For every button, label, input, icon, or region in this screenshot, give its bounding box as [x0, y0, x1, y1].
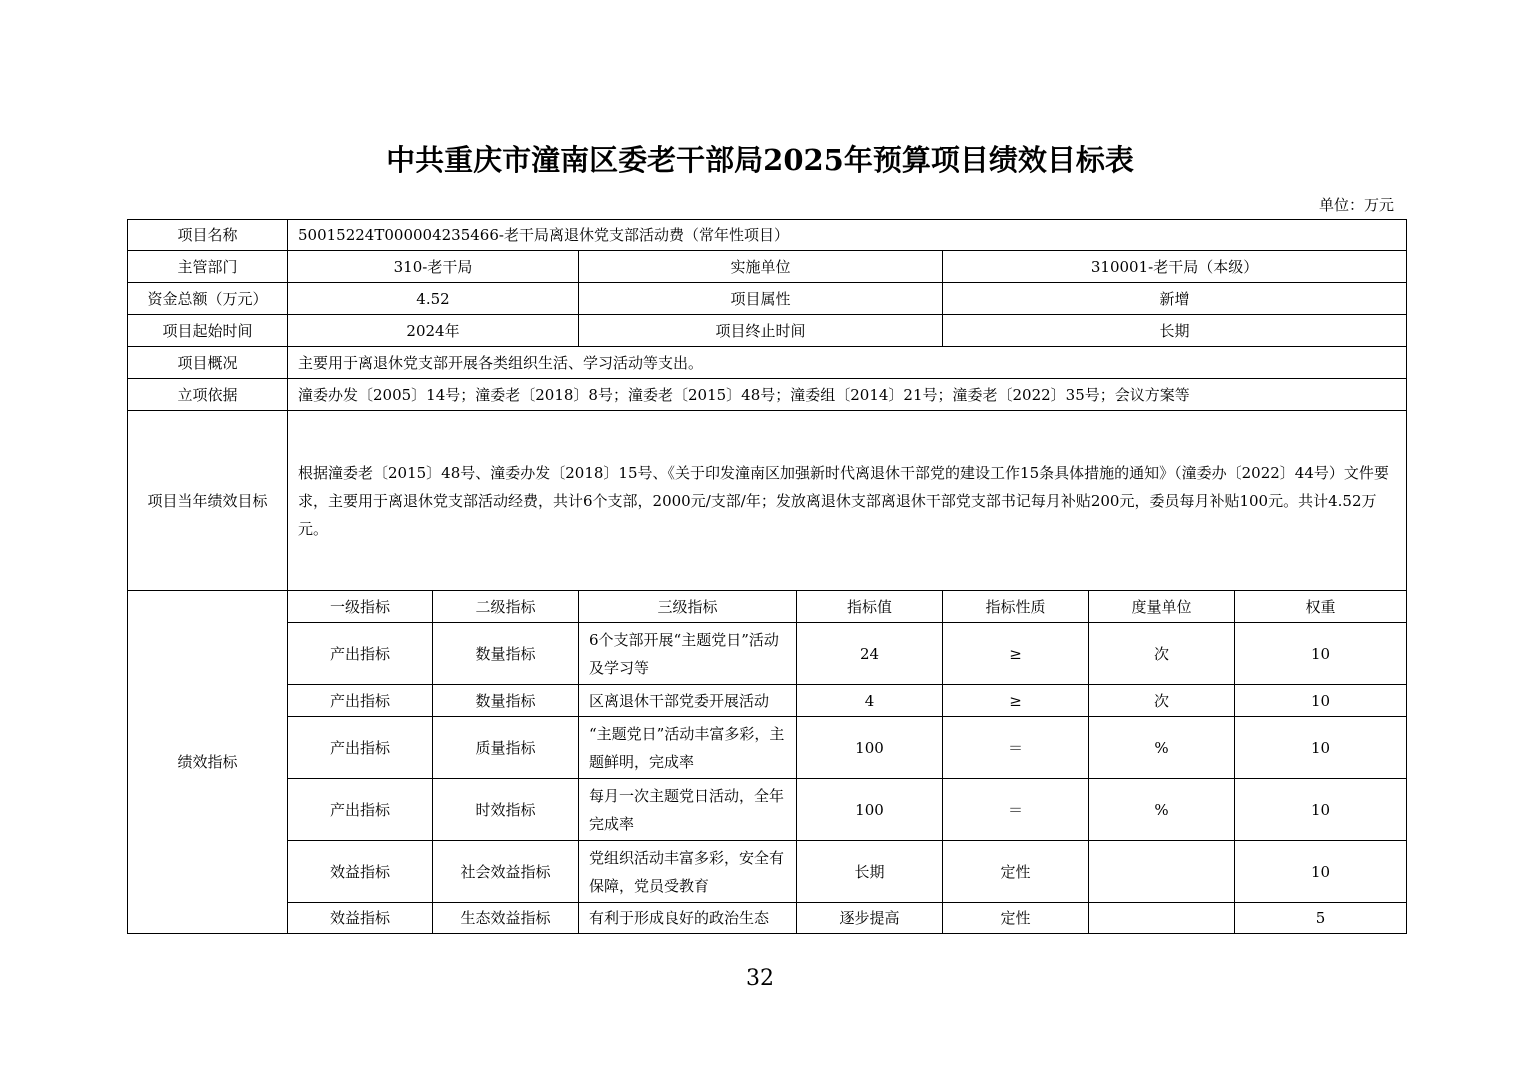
level1-cell: 产出指标	[288, 779, 433, 841]
indicator-header-row	[128, 591, 1407, 623]
end-value: 长期	[943, 315, 1407, 347]
weight-cell: 10	[1235, 623, 1407, 685]
unit-cell: %	[1089, 779, 1235, 841]
header-level2: 二级指标	[433, 591, 579, 623]
weight-cell: 10	[1235, 685, 1407, 717]
level2-cell: 数量指标	[433, 685, 579, 717]
row-goal	[128, 411, 1407, 591]
overview-value: 主要用于离退休党支部开展各类组织生活、学习活动等支出。	[288, 347, 1407, 379]
page-title: 中共重庆市潼南区委老干部局2025年预算项目绩效目标表	[386, 143, 1134, 177]
row-time	[128, 315, 1407, 347]
level3-cell: 6个支部开展“主题党日”活动及学习等	[579, 623, 797, 685]
level1-cell: 产出指标	[288, 623, 433, 685]
attr-value: 新增	[943, 283, 1407, 315]
overview-label: 项目概况	[128, 347, 288, 379]
header-weight: 权重	[1235, 591, 1407, 623]
level1-cell: 产出指标	[288, 685, 433, 717]
level2-cell: 时效指标	[433, 779, 579, 841]
impl-label: 实施单位	[579, 251, 943, 283]
value-cell: 24	[797, 623, 943, 685]
project-name-label: 项目名称	[128, 220, 288, 251]
table-row	[128, 779, 1407, 841]
table-row	[128, 841, 1407, 903]
basis-value: 潼委办发〔2005〕14号；潼委老〔2018〕8号；潼委老〔2015〕48号；潼委组〔2014〕21号；潼委老〔2022〕35号；会议方案等	[288, 379, 1407, 411]
unit-cell: %	[1089, 717, 1235, 779]
header-level1: 一级指标	[288, 591, 433, 623]
nature-cell: ≥	[943, 685, 1089, 717]
level2-cell: 数量指标	[433, 623, 579, 685]
header-nature: 指标性质	[943, 591, 1089, 623]
dept-label: 主管部门	[128, 251, 288, 283]
header-value: 指标值	[797, 591, 943, 623]
level3-cell: 有利于形成良好的政治生态	[579, 903, 797, 934]
level3-cell: “主题党日”活动丰富多彩，主题鲜明，完成率	[579, 717, 797, 779]
end-label: 项目终止时间	[579, 315, 943, 347]
level1-cell: 效益指标	[288, 841, 433, 903]
unit-cell	[1089, 903, 1235, 934]
goal-value: 根据潼委老〔2015〕48号、潼委办发〔2018〕15号、《关于印发潼南区加强新时代离退休干部党的建设工作15条具体措施的通知》（潼委办〔2022〕44号）文件要求，主要用于离退休党支部活动经费，共计6个支部，2000元/支部/年；发放离退休支部离退休干部党支部书记每月补贴200元，委员每月补贴100元。共计4.52万元。	[288, 411, 1407, 591]
value-cell: 100	[797, 779, 943, 841]
header-level3: 三级指标	[579, 591, 797, 623]
attr-label: 项目属性	[579, 283, 943, 315]
fund-label: 资金总额（万元）	[128, 283, 288, 315]
weight-cell: 10	[1235, 841, 1407, 903]
level3-cell: 党组织活动丰富多彩，安全有保障，党员受教育	[579, 841, 797, 903]
table-row	[128, 623, 1407, 685]
dept-value: 310-老干局	[288, 251, 579, 283]
table-row	[128, 685, 1407, 717]
level1-cell: 效益指标	[288, 903, 433, 934]
value-cell: 100	[797, 717, 943, 779]
unit-cell	[1089, 841, 1235, 903]
unit-cell: 次	[1089, 623, 1235, 685]
nature-cell: ＝	[943, 717, 1089, 779]
header-unit: 度量单位	[1089, 591, 1235, 623]
row-fund	[128, 283, 1407, 315]
weight-cell: 10	[1235, 779, 1407, 841]
indicators-section-label: 绩效指标	[128, 591, 288, 934]
row-project-name	[128, 220, 1407, 251]
unit-cell: 次	[1089, 685, 1235, 717]
fund-value: 4.52	[288, 283, 579, 315]
unit-label: 单位：万元	[1318, 196, 1394, 214]
project-name-value: 50015224T000004235466-老干局离退休党支部活动费（常年性项目）	[288, 220, 1407, 251]
nature-cell: ＝	[943, 779, 1089, 841]
row-basis	[128, 379, 1407, 411]
nature-cell: ≥	[943, 623, 1089, 685]
row-overview	[128, 347, 1407, 379]
value-cell: 4	[797, 685, 943, 717]
weight-cell: 5	[1235, 903, 1407, 934]
level3-cell: 区离退休干部党委开展活动	[579, 685, 797, 717]
level2-cell: 社会效益指标	[433, 841, 579, 903]
value-cell: 长期	[797, 841, 943, 903]
basis-label: 立项依据	[128, 379, 288, 411]
level2-cell: 质量指标	[433, 717, 579, 779]
weight-cell: 10	[1235, 717, 1407, 779]
value-cell: 逐步提高	[797, 903, 943, 934]
nature-cell: 定性	[943, 903, 1089, 934]
table-row	[128, 717, 1407, 779]
level2-cell: 生态效益指标	[433, 903, 579, 934]
nature-cell: 定性	[943, 841, 1089, 903]
row-department	[128, 251, 1407, 283]
start-label: 项目起始时间	[128, 315, 288, 347]
level1-cell: 产出指标	[288, 717, 433, 779]
goal-label: 项目当年绩效目标	[128, 411, 288, 591]
start-value: 2024年	[288, 315, 579, 347]
impl-value: 310001-老干局（本级）	[943, 251, 1407, 283]
page-number: 32	[746, 966, 774, 991]
table-row	[128, 903, 1407, 934]
level3-cell: 每月一次主题党日活动，全年完成率	[579, 779, 797, 841]
performance-table	[127, 219, 1407, 934]
